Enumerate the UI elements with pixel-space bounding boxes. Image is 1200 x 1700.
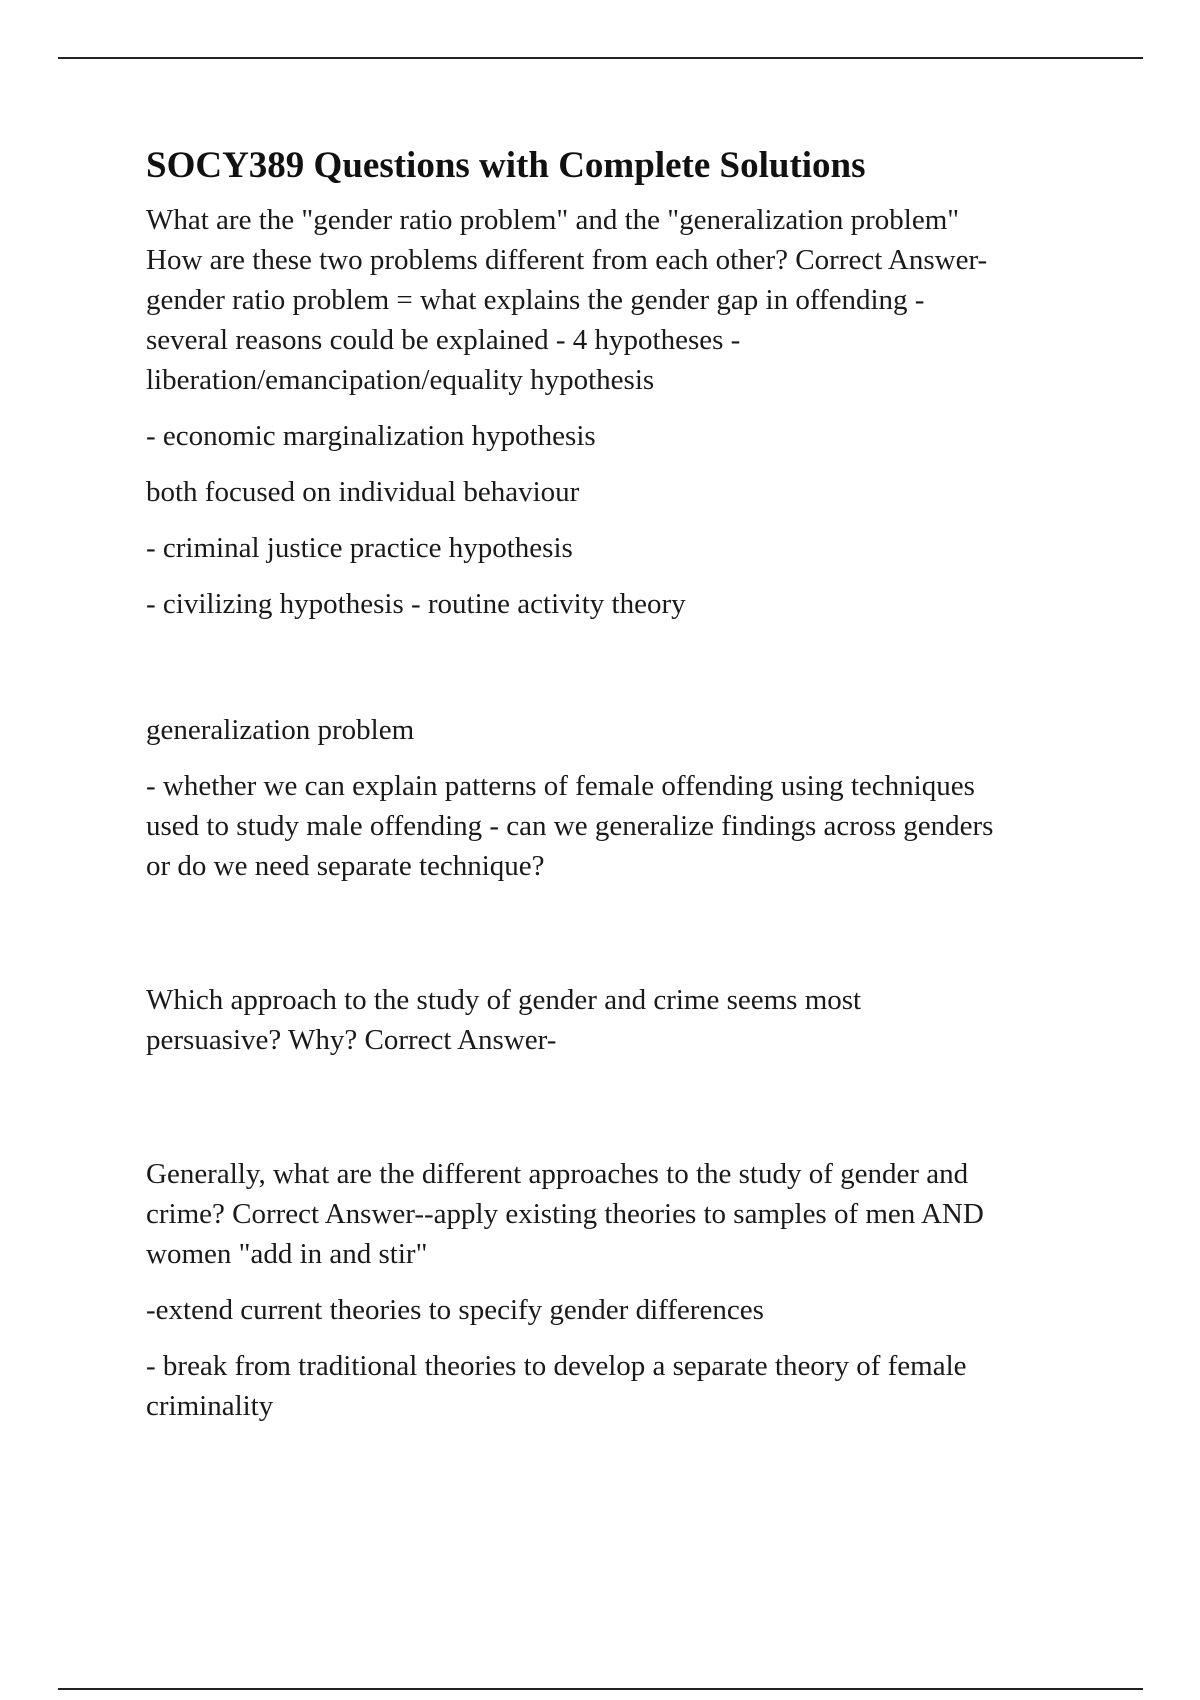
spacer [146, 902, 1101, 980]
text-line: - civilizing hypothesis - routine activity theory [146, 588, 686, 620]
text-line: Which approach to the study of gender and crime seems most [146, 984, 862, 1016]
text-line: -extend current theories to specify gender differences [146, 1294, 764, 1326]
text-line: liberation/emancipation/equality hypothesis [146, 364, 655, 396]
text-line: several reasons could be explained - 4 hypotheses - [146, 324, 741, 356]
text-line: - whether we can explain patterns of female offending using techniques [146, 770, 975, 802]
list-item [146, 1346, 1101, 1426]
text-line: persuasive? Why? Correct Answer- [146, 1024, 557, 1056]
list-item [146, 584, 1101, 624]
document-title: SOCY389 Questions with Complete Solutions [146, 145, 866, 186]
question-2-paragraph [146, 980, 1101, 1060]
text-line: generalization problem [146, 714, 415, 746]
note-paragraph [146, 472, 1101, 512]
text-line: How are these two problems different from each other? Correct Answer- [146, 244, 988, 276]
text-line: crime? Correct Answer--apply existing theories to samples of men AND [146, 1198, 984, 1230]
question-3-paragraph [146, 1154, 1101, 1274]
text-line: gender ratio problem = what explains the gender gap in offending - [146, 284, 925, 316]
document-body [146, 142, 1101, 1442]
text-line: - break from traditional theories to develop a separate theory of female [146, 1350, 967, 1382]
text-line: - criminal justice practice hypothesis [146, 532, 573, 564]
text-line: or do we need separate technique? [146, 850, 545, 882]
bottom-rule [58, 1688, 1143, 1690]
subheading-paragraph [146, 710, 1101, 750]
text-line: criminality [146, 1390, 274, 1422]
text-line: women "add in and stir" [146, 1238, 428, 1270]
question-1-paragraph [146, 200, 1101, 400]
top-rule [58, 57, 1143, 59]
text-line: both focused on individual behaviour [146, 476, 580, 508]
text-line: What are the "gender ratio problem" and the "generalization problem" [146, 204, 960, 236]
spacer [146, 640, 1101, 710]
list-item [146, 766, 1101, 886]
text-line: used to study male offending - can we generalize findings across genders [146, 810, 994, 842]
text-line: - economic marginalization hypothesis [146, 420, 596, 452]
spacer [146, 1076, 1101, 1154]
list-item [146, 416, 1101, 456]
list-item [146, 1290, 1101, 1330]
list-item [146, 528, 1101, 568]
text-line: Generally, what are the different approaches to the study of gender and [146, 1158, 969, 1190]
